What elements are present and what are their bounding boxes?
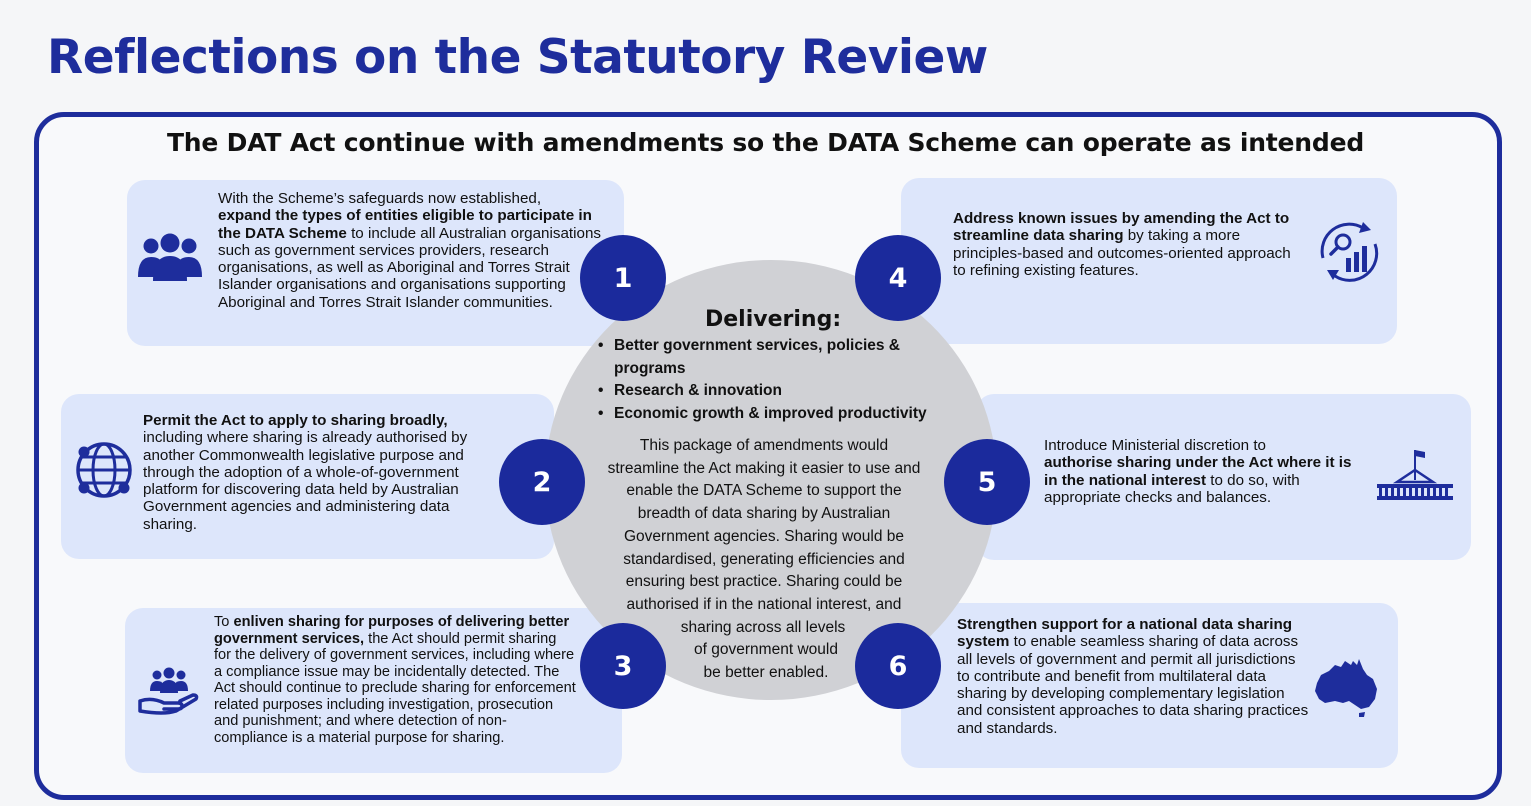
number-badge-1: 1 xyxy=(580,235,666,321)
australia-map-icon xyxy=(1313,657,1381,719)
package-description xyxy=(588,435,940,685)
package-line: Government agencies. Sharing would be xyxy=(623,527,905,545)
card-4-bold: Address known issues by amending the Act to streamline data sharing xyxy=(953,210,1290,245)
global-network-icon xyxy=(73,440,135,500)
card-3-post: the Act should permit sharing for the delivery of government services, including where a compliance issue may be incidentally detected. The Act should continue to preclude sharing for enforcement related purposes including investigation, prosecution and punishment; and where detection of non-compliance is a material purpose for sharing. xyxy=(214,630,576,746)
package-line: This package of amendments would xyxy=(639,437,889,454)
card-2-post: including where sharing is already authorised by another Commonwealth legislative purpose and through the adoption of a whole-of-government platform for discovering data held by Australian Government agencies and administering data sharing. xyxy=(143,429,468,533)
package-line: ensuring best practice. Sharing could be xyxy=(625,573,903,591)
delivering-list xyxy=(596,335,946,425)
number-badge-3: 3 xyxy=(580,623,666,709)
package-line: enable the DATA Scheme to support the xyxy=(626,482,902,500)
delivering-item: • Economic growth & improved productivity xyxy=(596,403,946,426)
card-2-text xyxy=(143,412,499,533)
card-1-bold: expand the types of entities eligible to participate in the DATA Scheme xyxy=(218,207,592,242)
card-6-post: to enable seamless sharing of data across all levels of government and permit all jurisdictions to contribute and benefit from multilateral data sharing by developing complementary legislation and consistent approaches to data sharing practices and standards. xyxy=(957,633,1309,737)
delivering-item: • Better government services, policies & programs xyxy=(596,335,946,380)
parliament-house-icon xyxy=(1375,446,1455,502)
hand-people-icon xyxy=(138,667,200,715)
card-3-text xyxy=(214,614,576,746)
card-5-text xyxy=(1044,437,1369,506)
card-3-pre: To xyxy=(214,614,230,630)
card-5-post: to do so, with appropriate checks and balances. xyxy=(1044,471,1300,506)
package-line: sharing across all levels xyxy=(680,618,846,636)
card-5-bold: authorise sharing under the Act where it is in the national interest xyxy=(1044,454,1352,489)
delivering-item: • Research & innovation xyxy=(596,380,946,403)
package-line: be better enabled. xyxy=(703,664,829,682)
package-line: authorised if in the national interest, and xyxy=(626,595,902,613)
delivering-heading: Delivering: xyxy=(705,307,842,332)
page-title: Reflections on the Statutory Review xyxy=(47,30,988,85)
number-badge-6: 6 xyxy=(855,623,941,709)
card-1-post: to include all Australian organisations such as government services providers, research organisations, as well as Aboriginal and Torres Strait Islander organisations and organisations supporting Aboriginal and Torres Strait Islander communities. xyxy=(218,224,601,311)
card-5-pre: Introduce Ministerial discretion to xyxy=(1044,437,1267,454)
package-line: breadth of data sharing by Australian xyxy=(637,505,891,523)
card-3-bold: enliven sharing for purposes of delivering better government services, xyxy=(214,614,570,647)
card-1-pre: With the Scheme’s safeguards now established, xyxy=(218,190,542,207)
people-group-icon xyxy=(136,233,204,283)
subtitle: The DAT Act continue with amendments so the DATA Scheme can operate as intended xyxy=(166,128,1365,157)
analytics-cycle-icon xyxy=(1313,220,1385,282)
card-1-text xyxy=(218,190,603,311)
number-badge-2: 2 xyxy=(499,439,585,525)
card-6-text xyxy=(957,616,1309,737)
card-4-post: by taking a more principles-based and outcomes-oriented approach to refining existing features. xyxy=(953,227,1291,279)
card-4-text xyxy=(953,210,1298,279)
number-badge-5: 5 xyxy=(944,439,1030,525)
card-2-bold: Permit the Act to apply to sharing broadly, xyxy=(143,412,448,429)
card-6-bold: Strengthen support for a national data sharing system xyxy=(957,616,1292,651)
number-badge-4: 4 xyxy=(855,235,941,321)
package-line: of government would xyxy=(694,641,838,659)
package-line: streamline the Act making it easier to use and xyxy=(607,459,921,477)
package-line: standardised, generating efficiencies and xyxy=(623,550,905,568)
